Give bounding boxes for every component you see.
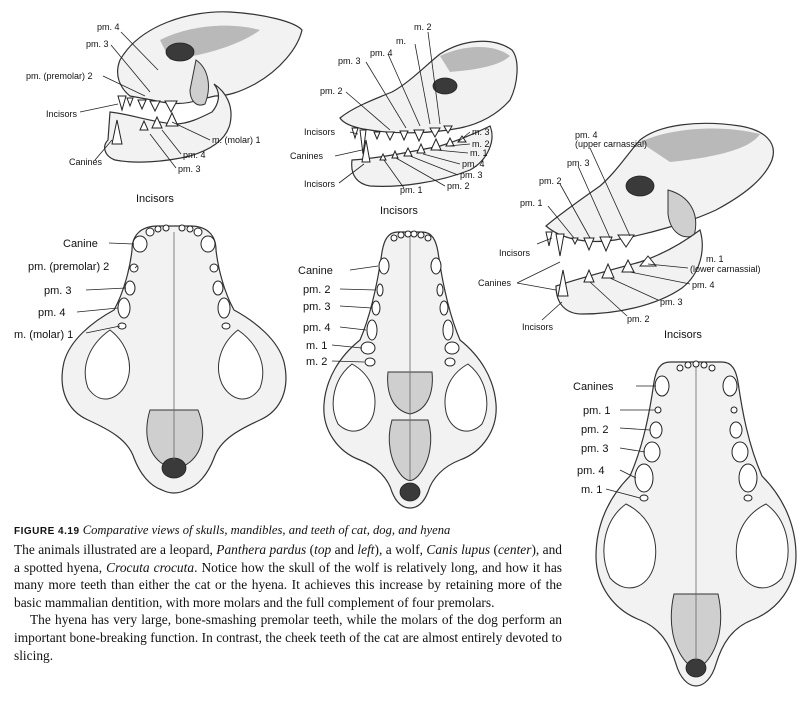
wolf-ven-label-m1: m. 1 — [306, 340, 328, 352]
leopard-lat-label-pm4: pm. 4 — [97, 22, 120, 32]
hyena-ven-label-pm3: pm. 3 — [581, 443, 609, 455]
wolf-lat-label-incisors-lower: Incisors — [304, 179, 336, 189]
leopard-cranium — [118, 12, 302, 104]
species-leopard: Panthera pardus — [216, 542, 307, 557]
caption-paragraph-2: The hyena has very large, bone-smashing premolar teeth, while the molars of the dog perform an important bone-breaking function. In contrast, the cheek teeth of the cat are almost entirely devoted to slicing. — [14, 612, 562, 663]
wolf-ven-label-m2: m. 2 — [306, 356, 328, 368]
caption-text: ), and a spotted hyena, — [14, 542, 563, 575]
figure-title: Comparative views of skulls, mandibles, and teeth of cat, dog, and hyena — [82, 523, 451, 537]
caption-position-top: top — [314, 542, 332, 557]
wolf-lat-label-m2: m. 2 — [414, 22, 432, 32]
hyena-lat-label-pm4-lower: pm. 4 — [692, 280, 715, 290]
leopard-ven-label-pm3: pm. 3 — [44, 285, 72, 297]
wolf-lat-label-pm3-lower: pm. 3 — [460, 170, 483, 180]
leopard-ven-label-incisors: Incisors — [136, 193, 174, 205]
leopard-ven-label-m1: m. (molar) 1 — [14, 329, 74, 341]
hyena-lat-label-pm2: pm. 2 — [539, 176, 562, 186]
leopard-lat-label-pm3-lower: pm. 3 — [178, 164, 201, 174]
wolf-ven-label-pm3: pm. 3 — [303, 301, 331, 313]
hyena-ven-label-pm4: pm. 4 — [577, 465, 605, 477]
wolf-ventral-view — [298, 205, 496, 508]
wolf-ven-label-pm2: pm. 2 — [303, 284, 331, 296]
wolf-lat-label-m3: m. 3 — [472, 127, 490, 137]
hyena-lat-label-incisors-upper: Incisors — [499, 248, 531, 258]
caption-paragraph-1 — [14, 541, 562, 611]
hyena-lat-label-pm2-lower: pm. 2 — [627, 314, 650, 324]
hyena-ventral-view — [573, 329, 796, 686]
leopard-lat-label-incisors: Incisors — [46, 109, 78, 119]
caption-text: . Notice how the skull of the wolf is relatively long, and how it has many more teeth than either the cat or the hyena. It achieves this increase by retaining more of the basic mammalian dentition, with more molars and the full complement of four premolars. — [14, 559, 562, 610]
hyena-ven-label-incisors: Incisors — [664, 329, 702, 341]
caption-position-left: left — [357, 542, 375, 557]
wolf-lat-label-pm3: pm. 3 — [338, 56, 361, 66]
hyena-ven-label-pm2: pm. 2 — [581, 424, 609, 436]
caption-heading — [14, 522, 562, 540]
wolf-lateral-view — [290, 22, 517, 195]
wolf-lat-label-m1-lower: m. 1 — [470, 148, 488, 158]
figure-number: FIGURE 4.19 — [14, 526, 80, 537]
leopard-lat-label-canines: Canines — [69, 157, 103, 167]
hyena-orbit — [626, 176, 654, 196]
hyena-lat-label-pm4: pm. 4 — [575, 130, 598, 140]
caption-text: and — [331, 542, 358, 557]
wolf-lat-label-pm1-lower: pm. 1 — [400, 185, 423, 195]
hyena-lateral-view — [478, 123, 773, 332]
leopard-orbit — [166, 43, 194, 61]
caption-position-center: center — [497, 542, 532, 557]
wolf-ven-label-pm4: pm. 4 — [303, 322, 331, 334]
hyena-lat-label-pm3-lower: pm. 3 — [660, 297, 683, 307]
species-hyena: Crocuta crocuta — [106, 559, 195, 575]
wolf-lat-label-pm2-lower: pm. 2 — [447, 181, 470, 191]
hyena-lat-label-m1-note: (lower carnassial) — [690, 264, 761, 274]
caption-text: ), a wolf, — [374, 542, 427, 557]
wolf-lat-label-pm2: pm. 2 — [320, 86, 343, 96]
leopard-ven-label-pm4: pm. 4 — [38, 307, 66, 319]
hyena-lat-label-pm3: pm. 3 — [567, 158, 590, 168]
hyena-lat-label-incisors-lower: Incisors — [522, 322, 554, 332]
leopard-ventral-view — [14, 193, 286, 493]
hyena-ven-label-canines: Canines — [573, 381, 614, 393]
leopard-ven-label-pm2: pm. (premolar) 2 — [28, 261, 110, 273]
wolf-lat-label-m2-lower: m. 2 — [472, 139, 490, 149]
leopard-lat-label-m1: m. (molar) 1 — [212, 135, 261, 145]
wolf-lat-label-canines: Canines — [290, 151, 324, 161]
wolf-lat-label-incisors-upper: Incisors — [304, 127, 336, 137]
hyena-lat-label-pm1: pm. 1 — [520, 198, 543, 208]
wolf-lat-label-m: m. — [396, 36, 406, 46]
species-wolf: Canis lupus — [426, 542, 491, 557]
hyena-ven-label-m1: m. 1 — [581, 484, 603, 496]
leopard-lat-label-pm3: pm. 3 — [86, 39, 109, 49]
leopard-lateral-view — [26, 12, 302, 174]
leopard-ven-label-canine: Canine — [63, 238, 98, 250]
leopard-lat-label-pm2: pm. (premolar) 2 — [26, 71, 93, 81]
hyena-lat-label-pm4-note: (upper carnassial) — [575, 139, 648, 149]
caption-text: The animals illustrated are a leopard, — [14, 542, 217, 557]
figure-caption — [14, 522, 562, 664]
wolf-ven-label-canine: Canine — [298, 265, 333, 277]
caption-text: ( — [490, 542, 498, 557]
leopard-lat-label-pm4-lower: pm. 4 — [183, 150, 206, 160]
wolf-ven-label-incisors: Incisors — [380, 205, 418, 217]
hyena-lat-label-canines: Canines — [478, 278, 512, 288]
hyena-ven-label-pm1: pm. 1 — [583, 405, 611, 417]
wolf-orbit — [433, 78, 457, 94]
wolf-lat-label-pm4-lower: pm. 4 — [462, 159, 485, 169]
caption-text: ( — [306, 542, 315, 557]
hyena-lat-label-m1: m. 1 — [706, 254, 724, 264]
wolf-lat-label-pm4: pm. 4 — [370, 48, 393, 58]
